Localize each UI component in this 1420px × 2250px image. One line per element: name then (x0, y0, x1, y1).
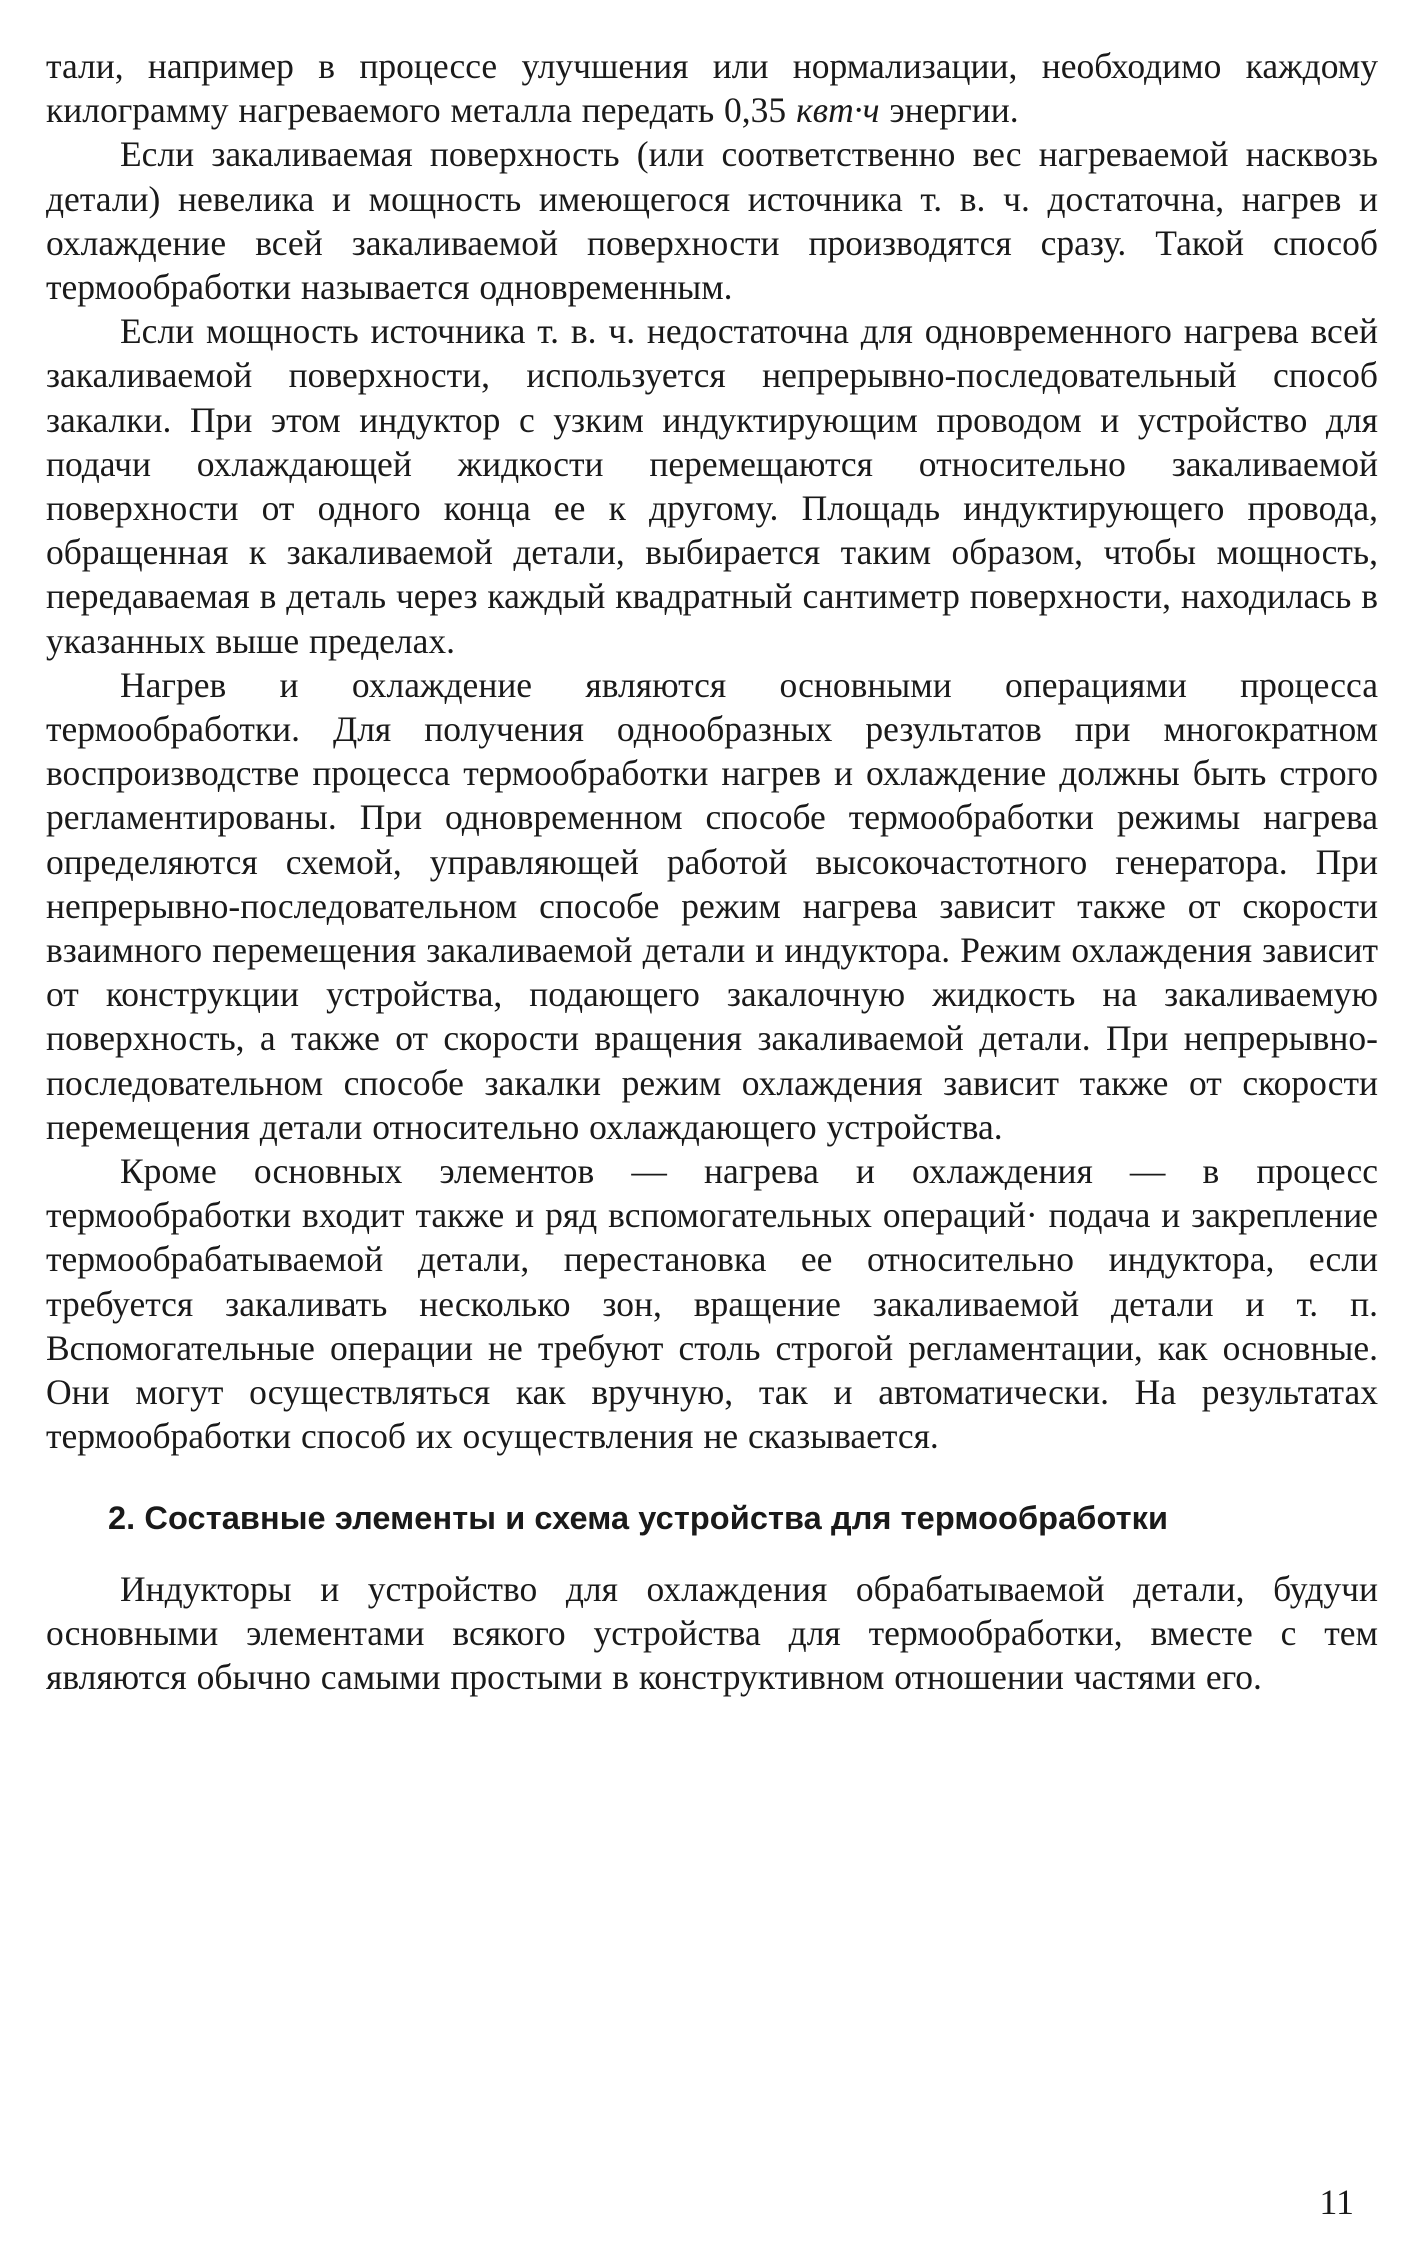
energy-unit: квт·ч (796, 90, 880, 131)
paragraph-text: энергии. (879, 90, 1019, 131)
paragraph-continuation (46, 44, 1378, 132)
page-body (46, 44, 1378, 1699)
paragraph-continuous-method: Если мощность источника т. в. ч. недостаточна для одновременного нагрева всей закаливаемой поверхности, используется непрерывно-последовательный способ закалки. При этом индуктор с узким индуктирующим проводом и устройство для подачи охлаждающей жидкости перемещаются относительно закаливаемой поверхности от одного конца ее к другому. Площадь индуктирующего провода, обращенная к закаливаемой детали, выбирается таким образом, чтобы мощность, передаваемая в деталь через каждый квадратный сантиметр поверхности, находилась в указанных выше пределах. (46, 311, 1378, 661)
paragraph-section-intro: Индукторы и устройство для охлаждения обрабатываемой детали, будучи основными элементами всякого устройства для термообработки, вместе с тем являются обычно самыми простыми в конструктивном отношении частями его. (46, 1568, 1378, 1697)
paragraph-simultaneous-method: Если закаливаемая поверхность (или соответственно вес нагреваемой насквозь детали) невелика и мощность имеющегося источника т. в. ч. достаточна, нагрев и охлаждение всей закаливаемой поверхности производятся сразу. Такой способ термообработки называется одновременным. (46, 134, 1378, 308)
paragraph-heating-cooling: Нагрев и охлаждение являются основными операциями процесса термообработки. Для получения однообразных результатов при многократном воспроизводстве процесса термообработки нагрев и охлаждение должны быть строго регламентированы. При одновременном способе термообработки режимы нагрева определяются схемой, управляющей работой высокочастотного генератора. При непрерывно-последовательном способе режим нагрева зависит также от скорости взаимного перемещения закаливаемой детали и индуктора. Режим охлаждения зависит от конструкции устройства, подающего закалочную жидкость на закаливаемую поверхность, а также от скорости вращения закаливаемой детали. При непрерывно-последовательном способе закалки режим охлаждения зависит также от скорости перемещения детали относительно охлаждающего устройства. (46, 664, 1378, 1147)
paragraph-text: тали, например в процессе улучшения или нормализации, необходимо каждому килограмму нагреваемого металла передать 0,35 (46, 46, 1378, 131)
section-heading: 2. Составные элементы и схема устройства для термообработки (108, 1499, 1169, 1536)
paragraph-auxiliary-operations: Кроме основных элементов — нагрева и охлаждения — в процесс термообработки входит также и ряд вспомогательных операций· подача и закрепление термообрабатываемой детали, перестановка ее относительно индуктора, если требуется закаливать несколько зон, вращение закаливаемой детали и т. п. Вспомогательные операции не требуют столь строгой регламентации, как основные. Они могут осуществляться как вручную, так и автоматически. На результатах термообработки способ их осуществления не сказывается. (46, 1151, 1378, 1457)
page-number: 11 (1319, 2182, 1354, 2222)
